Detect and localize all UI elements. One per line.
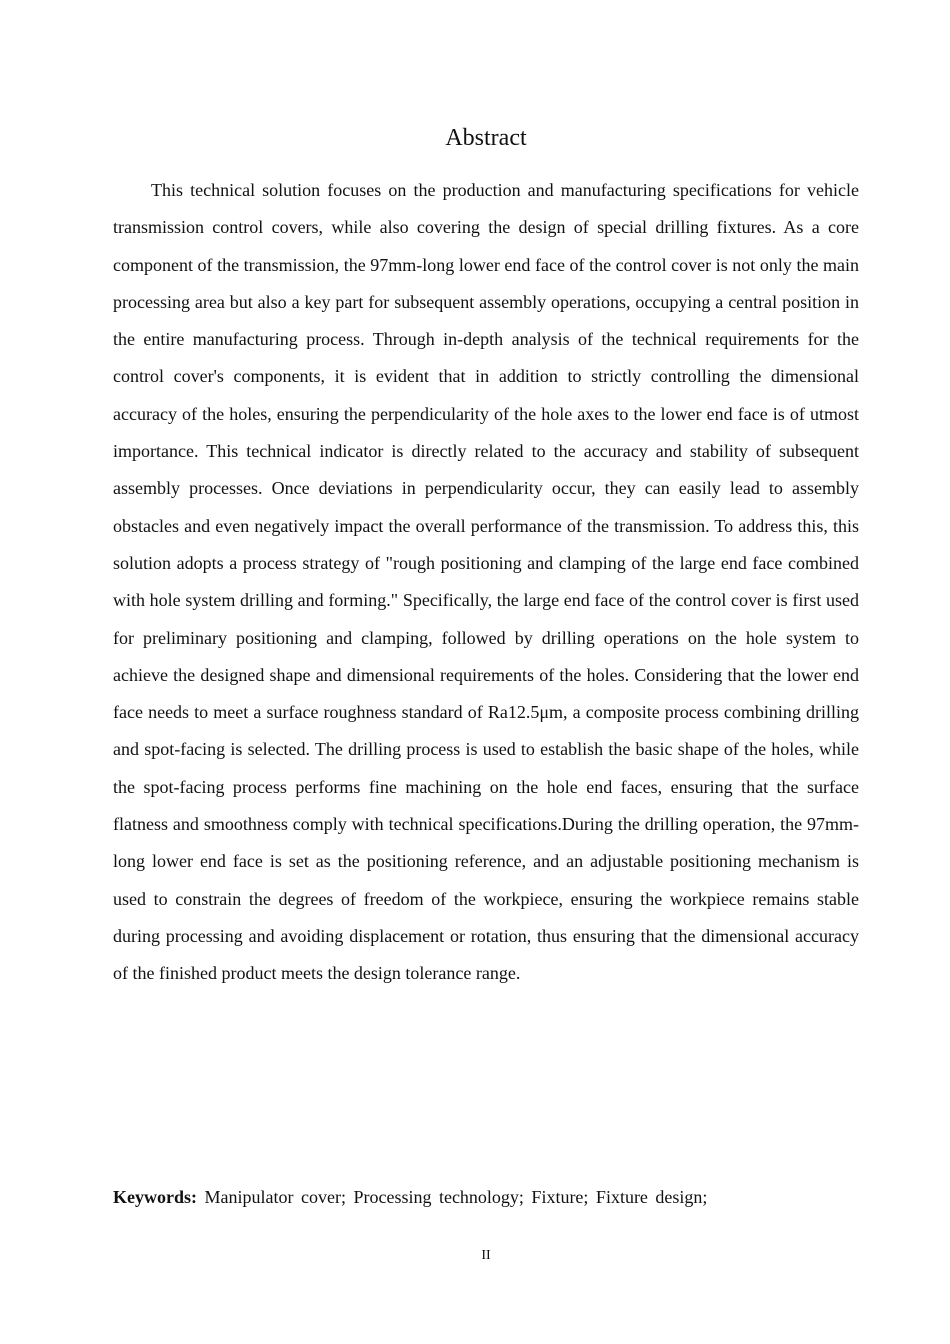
keywords-line [113, 1180, 859, 1214]
document-page [113, 0, 859, 1344]
page-number: II [481, 1248, 491, 1263]
keywords-text: Manipulator cover; Processing technology; Fixture; Fixture design; [204, 1187, 708, 1207]
abstract-body: This technical solution focuses on the production and manufacturing specifications for vehicle transmission control covers, while also covering the design of special drilling fixtures. As a core component of the transmission, the 97mm-long lower end face of the control cover is not only the main processing area but also a key part for subsequent assembly operations, occupying a central position in the entire manufacturing process. Through in-depth analysis of the technical requirements for the control cover's components, it is evident that in addition to strictly controlling the dimensional accuracy of the holes, ensuring the perpendicularity of the hole axes to the lower end face is of utmost importance. This technical indicator is directly related to the accuracy and stability of subsequent assembly processes. Once deviations in perpendicularity occur, they can easily lead to assembly obstacles and even negatively impact the overall performance of the transmission. To address this, this solution adopts a process strategy of "rough positioning and clamping of the large end face combined with hole system drilling and forming." Specifically, the large end face of the control cover is first used for preliminary positioning and clamping, followed by drilling operations on the hole system to achieve the designed shape and dimensional requirements of the holes. Considering that the lower end face needs to meet a surface roughness standard of Ra12.5μm, a composite process combining drilling and spot-facing is selected. The drilling process is used to establish the basic shape of the holes, while the spot-facing process performs fine machining on the hole end faces, ensuring that the surface flatness and smoothness comply with technical specifications.During the drilling operation, the 97mm-long lower end face is set as the positioning reference, and an adjustable positioning mechanism is used to constrain the degrees of freedom of the workpiece, ensuring the workpiece remains stable during processing and avoiding displacement or rotation, thus ensuring that the dimensional accuracy of the finished product meets the design tolerance range. [113, 180, 859, 984]
abstract-title: Abstract [445, 125, 527, 151]
keywords-label: Keywords: [113, 1187, 197, 1207]
